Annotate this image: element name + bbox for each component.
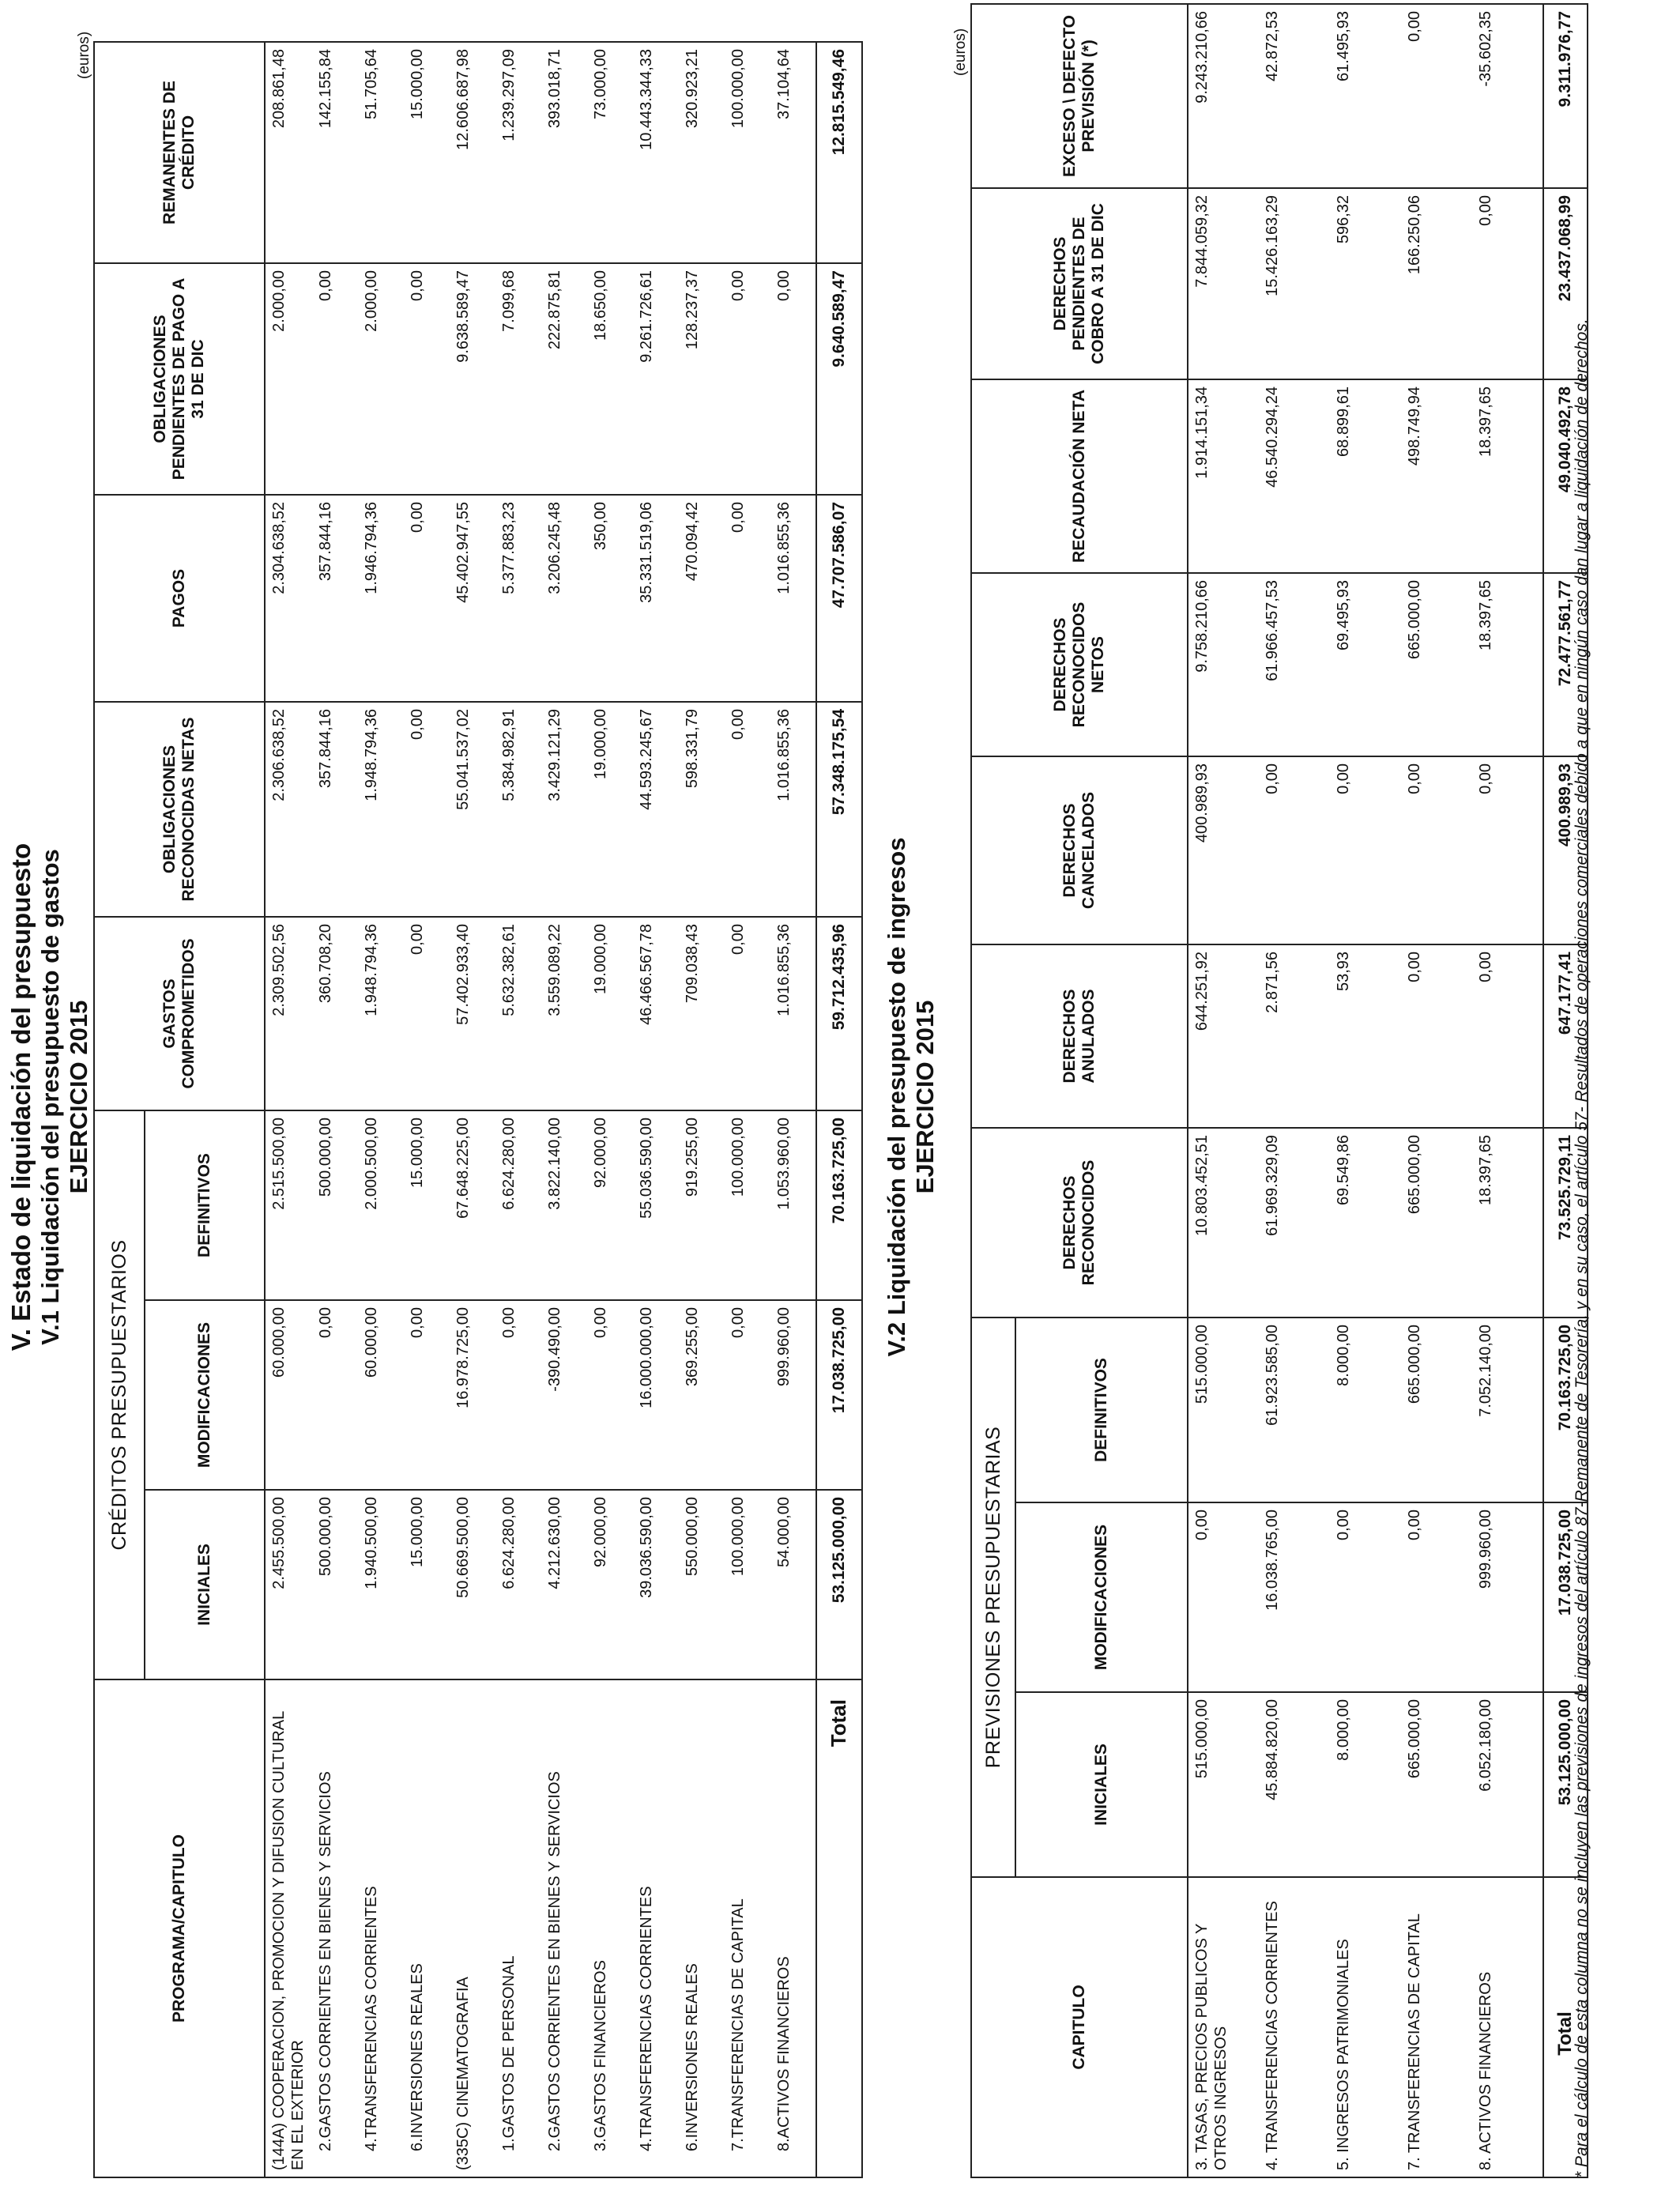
cell-modificaciones: 0,00 bbox=[404, 1300, 450, 1490]
gastos-units: (euros) bbox=[76, 31, 92, 79]
table-row bbox=[541, 42, 587, 2177]
cell-comprometidos: 19.000,00 bbox=[587, 917, 633, 1110]
table-row bbox=[679, 42, 725, 2177]
gastos-ejercicio: EJERCICIO 2015 bbox=[64, 1000, 92, 1194]
cell-netos: 665.000,00 bbox=[1401, 573, 1472, 756]
row-label: 5. INGRESOS PATRIMONIALES bbox=[1330, 1877, 1401, 2177]
header-definitivos: DEFINITIVOS bbox=[145, 1110, 265, 1300]
cell-remanentes: 320.923,21 bbox=[679, 42, 725, 263]
cell-cancelados: 0,00 bbox=[1472, 756, 1543, 944]
cell-netos: 9.758.210,66 bbox=[1188, 573, 1259, 756]
cell-obligaciones: 2.306.638,52 bbox=[265, 702, 312, 917]
cell-pendientes: 0,00 bbox=[312, 263, 358, 495]
total-obligaciones: 57.348.175,54 bbox=[816, 702, 862, 917]
cell-pagos: 350,00 bbox=[587, 495, 633, 702]
cell-recaudacion: 46.540.294,24 bbox=[1259, 379, 1330, 573]
total-exceso: 9.311.976,77 bbox=[1543, 4, 1588, 188]
cell-modificaciones: -390.490,00 bbox=[541, 1300, 587, 1490]
cell-modificaciones: 369.255,00 bbox=[679, 1300, 725, 1490]
cell-modificaciones: 0,00 bbox=[1188, 1502, 1259, 1692]
cell-comprometidos: 5.632.382,61 bbox=[495, 917, 541, 1110]
cell-definitivos: 15.000,00 bbox=[404, 1110, 450, 1300]
cell-remanentes: 51.705,64 bbox=[358, 42, 404, 263]
cell-pagos: 1.016.855,36 bbox=[770, 495, 816, 702]
total-label: Total bbox=[1543, 1877, 1588, 2177]
table-row bbox=[633, 42, 679, 2177]
cell-remanentes: 73.000,00 bbox=[587, 42, 633, 263]
cell-remanentes: 1.239.297,09 bbox=[495, 42, 541, 263]
cell-definitivos: 7.052.140,00 bbox=[1472, 1318, 1543, 1502]
cell-comprometidos: 57.402.933,40 bbox=[450, 917, 495, 1110]
cell-iniciales: 500.000,00 bbox=[312, 1490, 358, 1679]
cell-pendientes: 9.638.589,47 bbox=[450, 263, 495, 495]
cell-pendientes: 0,00 bbox=[770, 263, 816, 495]
header-programa: PROGRAMA/CAPITULO bbox=[94, 1679, 265, 2177]
cell-obligaciones: 1.016.855,36 bbox=[770, 702, 816, 917]
cell-comprometidos: 0,00 bbox=[725, 917, 770, 1110]
cell-obligaciones: 55.041.537,02 bbox=[450, 702, 495, 917]
cell-modificaciones: 16.038.765,00 bbox=[1259, 1502, 1330, 1692]
cell-definitivos: 8.000,00 bbox=[1330, 1318, 1401, 1502]
cell-anulados: 0,00 bbox=[1472, 944, 1543, 1128]
cell-pendientes: 15.426.163,29 bbox=[1259, 188, 1330, 379]
cell-iniciales: 6.052.180,00 bbox=[1472, 1692, 1543, 1877]
cell-definitivos: 919.255,00 bbox=[679, 1110, 725, 1300]
ingresos-table bbox=[970, 3, 1588, 2178]
total-definitivos: 70.163.725,00 bbox=[816, 1110, 862, 1300]
cell-remanentes: 15.000,00 bbox=[404, 42, 450, 263]
cell-definitivos: 2.000.500,00 bbox=[358, 1110, 404, 1300]
table-row bbox=[770, 42, 816, 2177]
cell-anulados: 0,00 bbox=[1401, 944, 1472, 1128]
cell-pagos: 357.844,16 bbox=[312, 495, 358, 702]
row-label: 3.GASTOS FINANCIEROS bbox=[587, 1679, 633, 2177]
header-remanentes: REMANENTES DE CRÉDITO bbox=[94, 42, 265, 263]
cell-definitivos: 6.624.280,00 bbox=[495, 1110, 541, 1300]
header-definitivos: DEFINITIVOS bbox=[1015, 1318, 1188, 1502]
cell-iniciales: 15.000,00 bbox=[404, 1490, 450, 1679]
row-label: 7. TRANSFERENCIAS DE CAPITAL bbox=[1401, 1877, 1472, 2177]
cell-pagos: 45.402.947,55 bbox=[450, 495, 495, 702]
header-derechos-pendientes: DERECHOS PENDIENTES DE COBRO A 31 DE DIC bbox=[971, 188, 1188, 379]
cell-comprometidos: 360.708,20 bbox=[312, 917, 358, 1110]
cell-reconocidos: 61.969.329,09 bbox=[1259, 1128, 1330, 1318]
cell-remanentes: 10.443.344,33 bbox=[633, 42, 679, 263]
total-label: Total bbox=[816, 1679, 862, 2177]
cell-modificaciones: 60.000,00 bbox=[358, 1300, 404, 1490]
header-previsiones-presupuestarias: PREVISIONES PRESUPUESTARIAS bbox=[971, 1318, 1015, 1877]
total-iniciales: 53.125.000,00 bbox=[1543, 1692, 1588, 1877]
header-derechos-cancelados: DERECHOS CANCELADOS bbox=[971, 756, 1188, 944]
cell-pagos: 470.094,42 bbox=[679, 495, 725, 702]
cell-modificaciones: 0,00 bbox=[495, 1300, 541, 1490]
cell-pendientes: 2.000,00 bbox=[358, 263, 404, 495]
footnote: * Para el cálculo de esta columna no se incluyen las previsiones de ingresos del artículo 87-Remanente de Tesorería, y en su caso, el artículo 57- Resultados de operaciones comerciales debido a que en ningún caso dan lugar a liquidación de derechos. bbox=[1573, 319, 1591, 2178]
cell-pendientes: 7.844.059,32 bbox=[1188, 188, 1259, 379]
cell-remanentes: 100.000,00 bbox=[725, 42, 770, 263]
cell-anulados: 2.871,56 bbox=[1259, 944, 1330, 1128]
ingresos-title-block bbox=[883, 0, 939, 2194]
cell-remanentes: 208.861,48 bbox=[265, 42, 312, 263]
table-row bbox=[1472, 4, 1543, 2177]
cell-obligaciones: 19.000,00 bbox=[587, 702, 633, 917]
cell-definitivos: 1.053.960,00 bbox=[770, 1110, 816, 1300]
row-label: (335C) CINEMATOGRAFIA bbox=[450, 1679, 495, 2177]
cell-obligaciones: 598.331,79 bbox=[679, 702, 725, 917]
cell-pendientes: 166.250,06 bbox=[1401, 188, 1472, 379]
cell-iniciales: 39.036.590,00 bbox=[633, 1490, 679, 1679]
cell-reconocidos: 10.803.452,51 bbox=[1188, 1128, 1259, 1318]
cell-modificaciones: 0,00 bbox=[587, 1300, 633, 1490]
cell-comprometidos: 3.559.089,22 bbox=[541, 917, 587, 1110]
ingresos-subtitle: V.2 Liquidación del presupuesto de ingresos bbox=[883, 837, 910, 1357]
total-pendientes: 9.640.589,47 bbox=[816, 263, 862, 495]
cell-pendientes: 7.099,68 bbox=[495, 263, 541, 495]
header-modificaciones: MODIFICACIONES bbox=[145, 1300, 265, 1490]
row-label: 2.GASTOS CORRIENTES EN BIENES Y SERVICIOS bbox=[312, 1679, 358, 2177]
total-modificaciones: 17.038.725,00 bbox=[816, 1300, 862, 1490]
cell-remanentes: 393.018,71 bbox=[541, 42, 587, 263]
cell-recaudacion: 68.899,61 bbox=[1330, 379, 1401, 573]
total-anulados: 647.177,41 bbox=[1543, 944, 1588, 1128]
cell-obligaciones: 5.384.982,91 bbox=[495, 702, 541, 917]
cell-pagos: 35.331.519,06 bbox=[633, 495, 679, 702]
cell-iniciales: 6.624.280,00 bbox=[495, 1490, 541, 1679]
cell-exceso: 9.243.210,66 bbox=[1188, 4, 1259, 188]
header-obligaciones-netas: OBLIGACIONES RECONOCIDAS NETAS bbox=[94, 702, 265, 917]
cell-obligaciones: 357.844,16 bbox=[312, 702, 358, 917]
total-cancelados: 400.989,93 bbox=[1543, 756, 1588, 944]
cell-modificaciones: 999.960,00 bbox=[1472, 1502, 1543, 1692]
cell-cancelados: 0,00 bbox=[1259, 756, 1330, 944]
cell-iniciales: 2.455.500,00 bbox=[265, 1490, 312, 1679]
total-remanentes: 12.815.549,46 bbox=[816, 42, 862, 263]
header-derechos-reconocidos: DERECHOS RECONOCIDOS bbox=[971, 1128, 1188, 1318]
cell-netos: 69.495,93 bbox=[1330, 573, 1401, 756]
cell-cancelados: 0,00 bbox=[1330, 756, 1401, 944]
ingresos-group-header-row bbox=[971, 4, 1015, 2177]
cell-exceso: 42.872,53 bbox=[1259, 4, 1330, 188]
cell-netos: 18.397,65 bbox=[1472, 573, 1543, 756]
cell-obligaciones: 0,00 bbox=[725, 702, 770, 917]
cell-iniciales: 4.212.630,00 bbox=[541, 1490, 587, 1679]
cell-remanentes: 37.104,64 bbox=[770, 42, 816, 263]
cell-modificaciones: 16.978.725,00 bbox=[450, 1300, 495, 1490]
total-iniciales: 53.125.000,00 bbox=[816, 1490, 862, 1679]
cell-definitivos: 55.036.590,00 bbox=[633, 1110, 679, 1300]
ingresos-table-body bbox=[1188, 4, 1588, 2177]
cell-cancelados: 400.989,93 bbox=[1188, 756, 1259, 944]
total-modificaciones: 17.038.725,00 bbox=[1543, 1502, 1588, 1692]
cell-comprometidos: 1.016.855,36 bbox=[770, 917, 816, 1110]
table-row bbox=[495, 42, 541, 2177]
cell-reconocidos: 69.549,86 bbox=[1330, 1128, 1401, 1318]
cell-anulados: 53,93 bbox=[1330, 944, 1401, 1128]
cell-pendientes: 0,00 bbox=[1472, 188, 1543, 379]
cell-iniciales: 45.884.820,00 bbox=[1259, 1692, 1330, 1877]
total-comprometidos: 59.712.435,96 bbox=[816, 917, 862, 1110]
cell-pagos: 5.377.883,23 bbox=[495, 495, 541, 702]
section-title-block bbox=[6, 0, 92, 2194]
row-label: 4. TRANSFERENCIAS CORRIENTES bbox=[1259, 1877, 1330, 2177]
cell-definitivos: 61.923.585,00 bbox=[1259, 1318, 1330, 1502]
table-row bbox=[587, 42, 633, 2177]
cell-cancelados: 0,00 bbox=[1401, 756, 1472, 944]
total-definitivos: 70.163.725,00 bbox=[1543, 1318, 1588, 1502]
cell-pendientes: 0,00 bbox=[404, 263, 450, 495]
cell-obligaciones: 1.948.794,36 bbox=[358, 702, 404, 917]
cell-definitivos: 500.000,00 bbox=[312, 1110, 358, 1300]
cell-comprometidos: 46.466.567,78 bbox=[633, 917, 679, 1110]
total-reconocidos: 73.525.729,11 bbox=[1543, 1128, 1588, 1318]
total-recaudacion: 49.040.492,78 bbox=[1543, 379, 1588, 573]
cell-recaudacion: 498.749,94 bbox=[1401, 379, 1472, 573]
section-title: V. Estado de liquidación del presupuesto bbox=[6, 843, 36, 1351]
cell-reconocidos: 665.000,00 bbox=[1401, 1128, 1472, 1318]
table-row bbox=[312, 42, 358, 2177]
cell-pendientes: 18.650,00 bbox=[587, 263, 633, 495]
header-iniciales: INICIALES bbox=[1015, 1692, 1188, 1877]
cell-comprometidos: 0,00 bbox=[404, 917, 450, 1110]
row-label: (144A) COOPERACION, PROMOCION Y DIFUSION CULTURAL EN EL EXTERIOR bbox=[265, 1679, 312, 2177]
cell-reconocidos: 18.397,65 bbox=[1472, 1128, 1543, 1318]
cell-definitivos: 665.000,00 bbox=[1401, 1318, 1472, 1502]
gastos-subtitle: V.1 Liquidación del presupuesto de gastos bbox=[36, 849, 64, 1345]
cell-pendientes: 128.237,37 bbox=[679, 263, 725, 495]
cell-comprometidos: 2.309.502,56 bbox=[265, 917, 312, 1110]
header-pagos: PAGOS bbox=[94, 495, 265, 702]
cell-definitivos: 100.000,00 bbox=[725, 1110, 770, 1300]
gastos-table-body bbox=[265, 42, 862, 2177]
table-row bbox=[404, 42, 450, 2177]
cell-pagos: 0,00 bbox=[404, 495, 450, 702]
ingresos-ejercicio: EJERCICIO 2015 bbox=[910, 1000, 939, 1194]
gastos-table bbox=[93, 41, 863, 2178]
row-label: 3. TASAS, PRECIOS PUBLICOS Y OTROS INGRESOS bbox=[1188, 1877, 1259, 2177]
cell-iniciales: 665.000,00 bbox=[1401, 1692, 1472, 1877]
cell-exceso: 61.495,93 bbox=[1330, 4, 1401, 188]
row-label: 8.ACTIVOS FINANCIEROS bbox=[770, 1679, 816, 2177]
cell-anulados: 644.251,92 bbox=[1188, 944, 1259, 1128]
cell-recaudacion: 1.914.151,34 bbox=[1188, 379, 1259, 573]
cell-remanentes: 12.606.687,98 bbox=[450, 42, 495, 263]
header-obligaciones-pendientes: OBLIGACIONES PENDIENTES DE PAGO A 31 DE DIC bbox=[94, 263, 265, 495]
cell-modificaciones: 0,00 bbox=[312, 1300, 358, 1490]
cell-pendientes: 9.261.726,61 bbox=[633, 263, 679, 495]
row-label: 2.GASTOS CORRIENTES EN BIENES Y SERVICIOS bbox=[541, 1679, 587, 2177]
cell-iniciales: 50.669.500,00 bbox=[450, 1490, 495, 1679]
cell-definitivos: 3.822.140,00 bbox=[541, 1110, 587, 1300]
cell-obligaciones: 3.429.121,29 bbox=[541, 702, 587, 917]
cell-exceso: 0,00 bbox=[1401, 4, 1472, 188]
cell-pagos: 2.304.638,52 bbox=[265, 495, 312, 702]
table-row bbox=[1401, 4, 1472, 2177]
total-pendientes: 23.437.068,99 bbox=[1543, 188, 1588, 379]
cell-definitivos: 515.000,00 bbox=[1188, 1318, 1259, 1502]
row-label: 7.TRANSFERENCIAS DE CAPITAL bbox=[725, 1679, 770, 2177]
header-gastos-comprometidos: GASTOS COMPROMETIDOS bbox=[94, 917, 265, 1110]
cell-netos: 61.966.457,53 bbox=[1259, 573, 1330, 756]
cell-obligaciones: 0,00 bbox=[404, 702, 450, 917]
cell-modificaciones: 60.000,00 bbox=[265, 1300, 312, 1490]
header-derechos-netos: DERECHOS RECONOCIDOS NETOS bbox=[971, 573, 1188, 756]
cell-remanentes: 142.155,84 bbox=[312, 42, 358, 263]
cell-pagos: 1.946.794,36 bbox=[358, 495, 404, 702]
header-creditos-presupuestarios: CRÉDITOS PRESUPUESTARIOS bbox=[94, 1110, 145, 1679]
table-row bbox=[265, 42, 312, 2177]
cell-definitivos: 92.000,00 bbox=[587, 1110, 633, 1300]
cell-modificaciones: 0,00 bbox=[725, 1300, 770, 1490]
row-label: 4.TRANSFERENCIAS CORRIENTES bbox=[633, 1679, 679, 2177]
cell-iniciales: 550.000,00 bbox=[679, 1490, 725, 1679]
table-row bbox=[1330, 4, 1401, 2177]
cell-iniciales: 92.000,00 bbox=[587, 1490, 633, 1679]
total-pagos: 47.707.586,07 bbox=[816, 495, 862, 702]
header-exceso-defecto: EXCESO \ DEFECTO PREVISIÓN (*) bbox=[971, 4, 1188, 188]
cell-pendientes: 0,00 bbox=[725, 263, 770, 495]
ingresos-units: (euros) bbox=[952, 28, 969, 76]
cell-comprometidos: 709.038,43 bbox=[679, 917, 725, 1110]
cell-recaudacion: 18.397,65 bbox=[1472, 379, 1543, 573]
cell-modificaciones: 16.000.000,00 bbox=[633, 1300, 679, 1490]
table-row bbox=[725, 42, 770, 2177]
header-recaudacion-neta: RECAUDACIÓN NETA bbox=[971, 379, 1188, 573]
header-derechos-anulados: DERECHOS ANULADOS bbox=[971, 944, 1188, 1128]
total-netos: 72.477.561,77 bbox=[1543, 573, 1588, 756]
cell-modificaciones: 0,00 bbox=[1401, 1502, 1472, 1692]
row-label: 6.INVERSIONES REALES bbox=[679, 1679, 725, 2177]
cell-obligaciones: 44.593.245,67 bbox=[633, 702, 679, 917]
cell-pagos: 0,00 bbox=[725, 495, 770, 702]
cell-pagos: 3.206.245,48 bbox=[541, 495, 587, 702]
header-iniciales: INICIALES bbox=[145, 1490, 265, 1679]
cell-modificaciones: 0,00 bbox=[1330, 1502, 1401, 1692]
header-modificaciones: MODIFICACIONES bbox=[1015, 1502, 1188, 1692]
cell-iniciales: 54.000,00 bbox=[770, 1490, 816, 1679]
table-row bbox=[1188, 4, 1259, 2177]
cell-iniciales: 100.000,00 bbox=[725, 1490, 770, 1679]
cell-iniciales: 8.000,00 bbox=[1330, 1692, 1401, 1877]
cell-comprometidos: 1.948.794,36 bbox=[358, 917, 404, 1110]
cell-pendientes: 2.000,00 bbox=[265, 263, 312, 495]
cell-modificaciones: 999.960,00 bbox=[770, 1300, 816, 1490]
row-label: 1.GASTOS DE PERSONAL bbox=[495, 1679, 541, 2177]
cell-iniciales: 1.940.500,00 bbox=[358, 1490, 404, 1679]
total-row bbox=[816, 42, 862, 2177]
row-label: 6.INVERSIONES REALES bbox=[404, 1679, 450, 2177]
gastos-group-header-row bbox=[94, 42, 145, 2177]
table-row bbox=[358, 42, 404, 2177]
cell-definitivos: 2.515.500,00 bbox=[265, 1110, 312, 1300]
cell-iniciales: 515.000,00 bbox=[1188, 1692, 1259, 1877]
row-label: 4.TRANSFERENCIAS CORRIENTES bbox=[358, 1679, 404, 2177]
row-label: 8. ACTIVOS FINANCIEROS bbox=[1472, 1877, 1543, 2177]
header-capitulo: CAPITULO bbox=[971, 1877, 1188, 2177]
cell-pendientes: 222.875,81 bbox=[541, 263, 587, 495]
table-row bbox=[1259, 4, 1330, 2177]
table-row bbox=[450, 42, 495, 2177]
cell-exceso: -35.602,35 bbox=[1472, 4, 1543, 188]
cell-definitivos: 67.648.225,00 bbox=[450, 1110, 495, 1300]
cell-pendientes: 596,32 bbox=[1330, 188, 1401, 379]
